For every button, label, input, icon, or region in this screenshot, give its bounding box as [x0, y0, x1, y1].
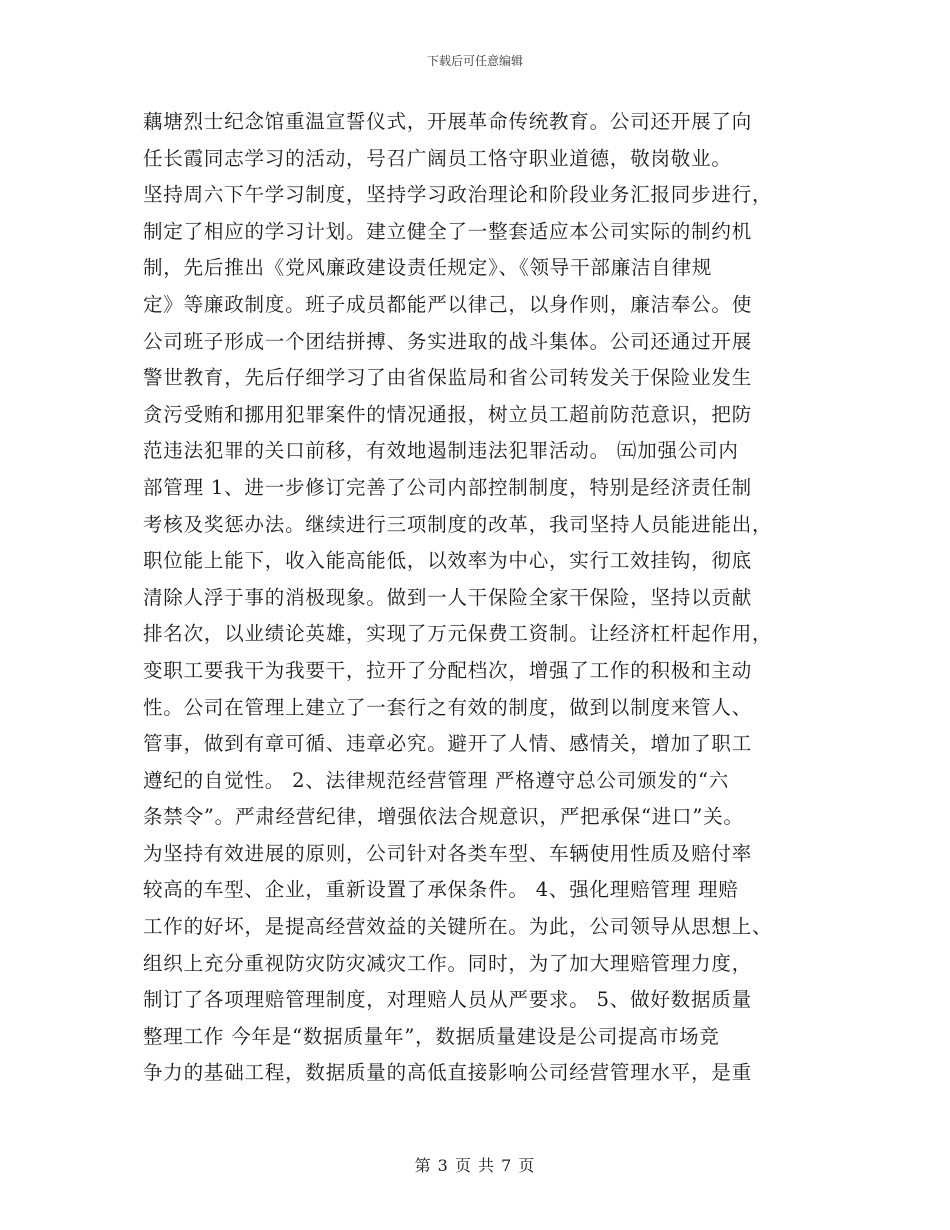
body-text — [143, 104, 815, 1092]
page-header: 下载后可任意编辑 — [426, 54, 523, 68]
text-line: 清除人浮于事的消极现象。做到一人干保险全家干保险，坚持以贡献 — [143, 585, 753, 609]
text-line: 组织上充分重视防灾防灾减灾工作。同时，为了加大理赔管理力度， — [143, 951, 753, 975]
text-line: 贪污受贿和挪用犯罪案件的情况通报，树立员工超前防范意识，把防 — [143, 402, 753, 426]
text-line: 定》等廉政制度。班子成员都能严以律己，以身作则，廉洁奉公。使 — [143, 292, 753, 316]
text-line: 考核及奖惩办法。继续进行三项制度的改革，我司坚持人员能进能出， — [143, 512, 773, 536]
text-line: 工作的好坏，是提高经营效益的关键所在。为此，公司领导从思想上、 — [143, 915, 773, 939]
text-line: 范违法犯罪的关口前移，有效地遏制违法犯罪活动。 ㈤加强公司内 — [143, 439, 739, 463]
text-line: 坚持周六下午学习制度，坚持学习政治理论和阶段业务汇报同步进行， — [143, 183, 773, 207]
text-line: 争力的基础工程，数据质量的高低直接影响公司经营管理水平，是重 — [143, 1061, 753, 1085]
text-line: 制订了各项理赔管理制度，对理赔人员从严要求。 5、做好数据质量 — [143, 988, 752, 1012]
text-line: 较高的车型、企业，重新设置了承保条件。 4、强化理赔管理 理赔 — [143, 878, 739, 902]
text-line: 制定了相应的学习计划。建立健全了一整套适应本公司实际的制约机 — [143, 219, 753, 243]
text-line: 任长霞同志学习的活动，号召广阔员工恪守职业道德，敬岗敬业。 — [143, 146, 732, 170]
text-line: 公司班子形成一个团结拼搏、务实进取的战斗集体。公司还通过开展 — [143, 329, 753, 353]
text-line: 为坚持有效进展的原则，公司针对各类车型、车辆使用性质及赔付率 — [143, 841, 753, 865]
text-line: 藕塘烈士纪念馆重温宣誓仪式，开展革命传统教育。公司还开展了向 — [143, 110, 753, 133]
text-line: 警世教育，先后仔细学习了由省保监局和省公司转发关于保险业发生 — [143, 366, 753, 390]
text-line: 排名次，以业绩论英雄，实现了万元保费工资制。让经济杠杆起作用， — [143, 622, 773, 646]
text-line: 变职工要我干为我要干，拉开了分配档次，增强了工作的积极和主动 — [143, 658, 753, 682]
page-number: 第 3 页 共 7 页 — [414, 1156, 536, 1175]
text-line: 部管理 1、进一步修订完善了公司内部控制制度，特别是经济责任制 — [143, 475, 752, 499]
text-line: 管事，做到有章可循、违章必究。避开了人情、感情关，增加了职工 — [143, 732, 753, 756]
text-line: 条禁令”。严肃经营纪律，增强依法合规意识，严把承保“进口”关。 — [143, 805, 744, 829]
text-line: 整理工作 今年是“数据质量年”，数据质量建设是公司提高市场竞 — [143, 1024, 720, 1048]
text-line: 职位能上能下，收入能高能低，以效率为中心，实行工效挂钩，彻底 — [143, 549, 753, 573]
text-line: 制，先后推出《党风廉政建设责任规定》、《领导干部廉洁自律规 — [143, 256, 713, 280]
text-line: 性。公司在管理上建立了一套行之有效的制度，做到以制度来管人、 — [143, 695, 753, 719]
text-line: 遵纪的自觉性。 2、法律规范经营管理 严格遵守总公司颁发的“六 — [143, 768, 730, 792]
